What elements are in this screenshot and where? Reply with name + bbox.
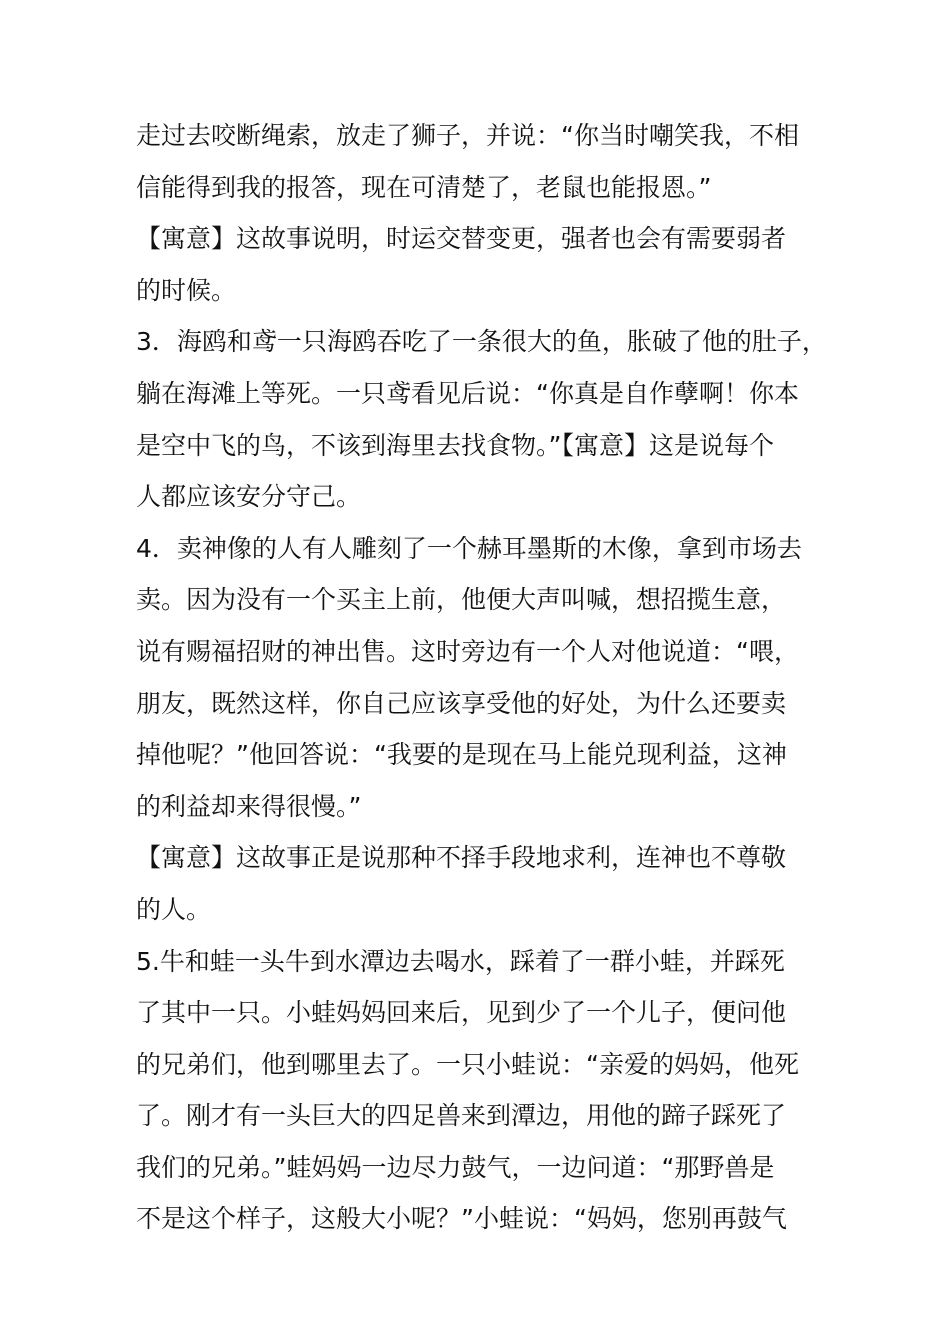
text-line: 的利益却来得很慢。”	[136, 791, 362, 821]
text-line: 了。刚才有一头巨大的四足兽来到潭边，用他的蹄子踩死了	[136, 1101, 787, 1131]
story-text	[136, 110, 836, 1245]
text-line: 【寓意】这故事正是说那种不择手段地求利，连神也不尊敬	[136, 843, 787, 873]
text-line: 是空中飞的鸟，不该到海里去找食物。”【寓意】这是说每个	[136, 430, 774, 460]
text-line: 的时候。	[136, 275, 237, 305]
text-line: 说有赐福招财的神出售。这时旁边有一个人对他说道：“喂，	[136, 636, 799, 666]
text-line: 躺在海滩上等死。一只鸢看见后说：“你真是自作孽啊！你本	[136, 378, 799, 408]
text-line: 掉他呢？”他回答说：“我要的是现在马上能兑现利益，这神	[136, 740, 787, 770]
text-line: 了其中一只。小蛙妈妈回来后，见到少了一个儿子，便问他	[136, 998, 787, 1028]
text-line: 5.牛和蛙一头牛到水潭边去喝水，踩着了一群小蛙，并踩死	[136, 946, 785, 976]
text-line: 走过去咬断绳索，放走了狮子，并说：“你当时嘲笑我，不相	[136, 121, 799, 150]
text-line: 的兄弟们，他到哪里去了。一只小蛙说：“亲爱的妈妈，他死	[136, 1049, 799, 1079]
text-line: 朋友，既然这样，你自己应该享受他的好处，为什么还要卖	[136, 688, 787, 718]
text-line: 卖。因为没有一个买主上前，他便大声叫喊，想招揽生意，	[136, 585, 787, 615]
text-line: 【寓意】这故事说明，时运交替变更，强者也会有需要弱者	[136, 224, 787, 254]
text-line: 不是这个样子，这般大小呢？”小蛙说：“妈妈，您别再鼓气	[136, 1204, 787, 1234]
text-line: 的人。	[136, 894, 212, 924]
text-line: 人都应该安分守己。	[136, 482, 362, 512]
text-line: 我们的兄弟。”蛙妈妈一边尽力鼓气，一边问道：“那野兽是	[136, 1152, 775, 1182]
text-line: 3．海鸥和鸢一只海鸥吞吃了一条很大的鱼，胀破了他的肚子，	[136, 327, 827, 357]
text-line: 信能得到我的报答，现在可清楚了，老鼠也能报恩。”	[136, 172, 712, 202]
text-line: 4．卖神像的人有人雕刻了一个赫耳墨斯的木像，拿到市场去	[136, 533, 802, 563]
